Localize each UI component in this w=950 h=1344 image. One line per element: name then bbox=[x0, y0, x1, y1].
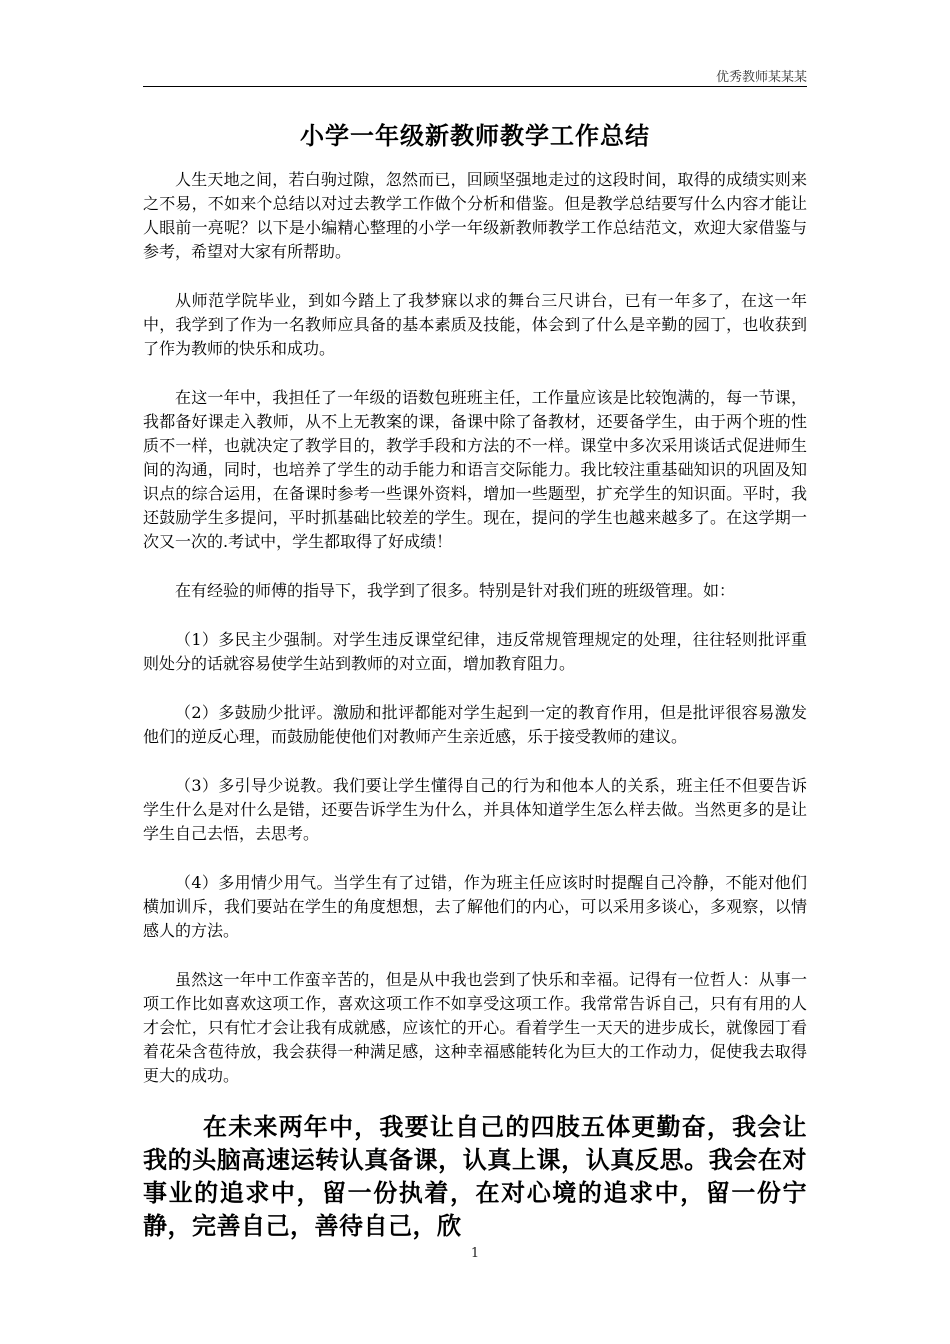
paragraph-point-3: （3）多引导少说教。我们要让学生懂得自己的行为和他本人的关系，班主任不但要告诉学生什么是对什么是错，还要告诉学生为什么，并具体知道学生怎么样去做。当然更多的是让学生自己去悟，去思考。 bbox=[143, 776, 807, 843]
page-number: 1 bbox=[470, 1246, 480, 1261]
paragraph-intro: 人生天地之间，若白驹过隙，忽然而已，回顾坚强地走过的这段时间，取得的成绩实则来之不易，不如来个总结以对过去教学工作做个分析和借鉴。但是教学总结要写什么内容才能让人眼前一亮呢？以下是小编精心整理的小学一年级新教师教学工作总结范文，欢迎大家借鉴与参考，希望对大家有所帮助。 bbox=[143, 170, 807, 261]
paragraph-reflection: 虽然这一年中工作蛮辛苦的，但是从中我也尝到了快乐和幸福。记得有一位哲人：从事一项工作比如喜欢这项工作，喜欢这项工作不如享受这项工作。我常常告诉自己，只有有用的人才会忙，只有忙才会让我有成就感，应该忙的开心。看着学生一天天的进步成长，就像园丁看着花朵含苞待放，我会获得一种满足感，这种幸福感能转化为巨大的工作动力，促使我去取得更大的成功。 bbox=[143, 970, 807, 1085]
paragraph-gap bbox=[143, 361, 807, 386]
document-body bbox=[143, 168, 807, 1242]
header-author: 优秀教师某某某 bbox=[715, 70, 807, 85]
paragraph-gap bbox=[143, 264, 807, 289]
paragraph-gap bbox=[143, 749, 807, 774]
paragraph-gap bbox=[143, 846, 807, 871]
paragraph-graduation: 从师范学院毕业，到如今踏上了我梦寐以求的舞台三尺讲台，已有一年多了，在这一年中，我学到了作为一名教师应具备的基本素质及技能，体会到了什么是辛勤的园丁，也收获到了作为教师的快乐和成功。 bbox=[143, 291, 807, 358]
paragraph-point-1: （1）多民主少强制。对学生违反课堂纪律，违反常规管理规定的处理，往往轻则批评重则处分的话就容易使学生站到教师的对立面，增加教育阻力。 bbox=[143, 630, 807, 673]
paragraph-point-2: （2）多鼓励少批评。激励和批评都能对学生起到一定的教育作用，但是批评很容易激发他们的逆反心理，而鼓励能使他们对教师产生亲近感，乐于接受教师的建议。 bbox=[143, 703, 807, 746]
paragraph-mentor: 在有经验的师傅的指导下，我学到了很多。特别是针对我们班的班级管理。如： bbox=[175, 581, 736, 600]
paragraph-gap bbox=[143, 676, 807, 701]
paragraph-future-emphasis: 在未来两年中，我要让自己的四肢五体更勤奋，我会让我的头脑高速运转认真备课，认真上课，认真反思。我会在对事业的追求中，留一份执着，在对心境的追求中，留一份宁静，完善自己，善待自己，欣 bbox=[143, 1112, 807, 1240]
paragraph-gap bbox=[143, 554, 807, 579]
header-divider bbox=[143, 86, 807, 87]
paragraph-gap bbox=[143, 603, 807, 628]
document-title: 小学一年级新教师教学工作总结 bbox=[300, 121, 650, 150]
paragraph-gap bbox=[143, 943, 807, 968]
paragraph-teaching: 在这一年中，我担任了一年级的语数包班班主任，工作量应该是比较饱满的，每一节课，我都备好课走入教师，从不上无教案的课，备课中除了备教材，还要备学生，由于两个班的性质不一样，也就决定了教学目的，教学手段和方法的不一样。课堂中多次采用谈话式促进师生间的沟通，同时，也培养了学生的动手能力和语言交际能力。我比较注重基础知识的巩固及知识点的综合运用，在备课时参考一些课外资料，增加一些题型，扩充学生的知识面。平时，我还鼓励学生多提问，平时抓基础比较差的学生。现在，提问的学生也越来越多了。在这学期一次又一次的.考试中，学生都取得了好成绩！ bbox=[143, 388, 807, 551]
paragraph-point-4: （4）多用情少用气。当学生有了过错，作为班主任应该时时提醒自己冷静，不能对他们横加训斥，我们要站在学生的角度想想，去了解他们的内心，可以采用多谈心，多观察，以情感人的方法。 bbox=[143, 873, 807, 940]
